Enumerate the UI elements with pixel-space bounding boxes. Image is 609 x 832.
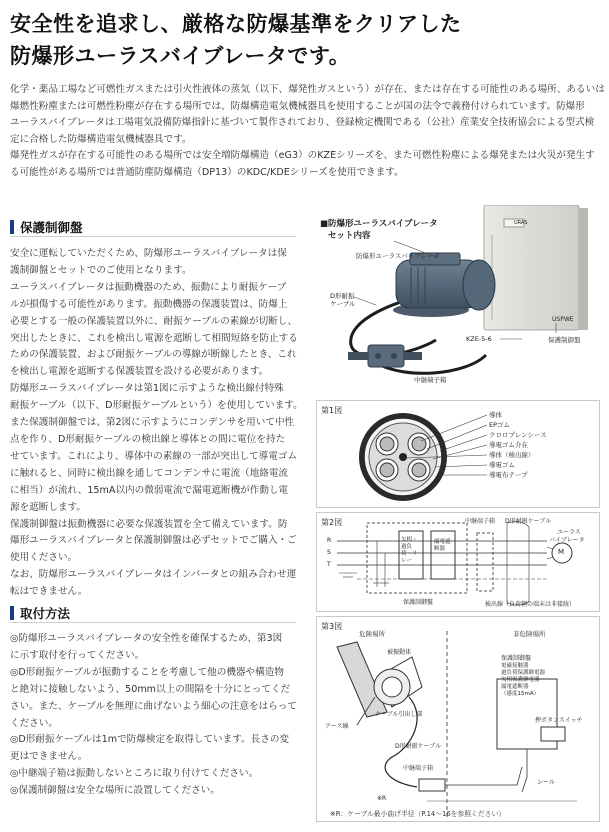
body-line: と絶対に接触しないよう、50mm以上の間隔を十分にとってくだ: [10, 683, 291, 695]
fig3-label-vibrating: 被振動体: [387, 649, 412, 656]
intro-line: 化学・薬品工場など可燃性ガスまたは引火性液体の蒸気（以下、爆発性ガスという）が存在、または存在する可能性のある場所、あるいは: [10, 84, 605, 95]
figure-1-title: 第1図: [321, 406, 343, 415]
heading-marker: [10, 606, 14, 620]
figure-2-box: [316, 512, 600, 612]
body-line: 安全に運転していただくため、防爆形ユーラスバイブレータは保: [10, 248, 287, 259]
fig3-label-junction: 中継端子箱: [403, 765, 434, 772]
product-set-photo: [316, 205, 606, 390]
intro-line: 定に合格した防爆構造電気機械器具です。: [10, 133, 192, 145]
panel-item: 漏電遮断器: [501, 684, 529, 690]
fig1-label-filler: 導電ゴム介在: [489, 441, 528, 449]
label-model: KZE-5-6: [466, 335, 492, 343]
label-plate: URAS: [514, 220, 528, 226]
figure-3-title: 第3図: [321, 622, 343, 631]
page-title: [10, 8, 600, 72]
body-line: 点を作り、D形耐振ケーブルの検出線と導体との間に電位を持た: [10, 433, 286, 445]
fig3-label-panel: 保護制御盤: [501, 655, 532, 662]
panel-item: 電磁接触器: [501, 663, 529, 669]
body-line: ◎保護制御盤は安全な場所に設置してください。: [10, 785, 220, 797]
panel-item: （感度15mA）: [501, 691, 540, 697]
fig3-panel-items: [501, 663, 545, 698]
body-line: なお、防爆形ユーラスバイブレータはインバータとの組み合わせ運: [10, 569, 297, 581]
fig2-label-vibrator-1: ユーラス: [557, 529, 581, 536]
fig1-label-detect: 導体（検出線）: [489, 451, 535, 459]
figure-2-title: 第2図: [321, 518, 343, 527]
section-heading-installation: [10, 603, 296, 623]
fig2-label-r: R: [327, 537, 332, 544]
fig2-label-t: T: [327, 561, 331, 568]
fig3-label-dcable: D形耐振ケーブル: [395, 743, 442, 750]
body-line: ユーラスバイブレータは振動機器のため、振動により耐振ケーブ: [10, 281, 287, 293]
panel-item: 過負荷保護継電器: [501, 670, 546, 676]
fig2-label-cable: D形耐振ケーブル: [505, 518, 552, 525]
body-line: 使用ください。: [10, 552, 78, 564]
fig2-label-vibrator-2: バイブレータ: [549, 537, 585, 544]
body-line: 防爆形ユーラスバイブレータは第1図に示すような検出線付特殊: [10, 383, 284, 395]
body-line: ◎中継端子箱は振動しないところに取り付けてください。: [10, 768, 259, 780]
body-line: ための保護装置、および耐振ケーブルの導線が断線したとき、これ: [10, 349, 297, 361]
body-line: 爆形ユーラスバイブレータと保護制御盤は必ずセットでご購入・ご: [10, 535, 297, 547]
section-heading-text: 取付方法: [20, 605, 71, 621]
photo-caption-2: セット内容: [328, 231, 371, 241]
body-line: 突出したときに、これを検出し電源を遮断して相間短絡を防止する: [10, 332, 298, 344]
fig2-label-relay: 欠相・過負荷・リレー: [401, 537, 418, 564]
label-vibrator: 防爆形ユーラスバイブレータ: [356, 252, 440, 260]
intro-line: ユーラスバイブレータは工場電気設備防爆指針に基づいて製作されており、登録検定機関である（公社）産業安全技術協会による型式検: [10, 117, 595, 129]
body-line: に触れると、同時に検出線を通してコンデンサに電流（地絡電流: [10, 467, 289, 479]
cable-cross-section: [317, 401, 601, 509]
photo-caption: ■防爆形ユーラスバイブレータ: [320, 219, 438, 229]
body-line: 保護制御盤は振動機器に必要な保護装置を全て備えています。防: [10, 518, 288, 530]
fig1-label-conductive-rubber: 導電ゴム: [489, 461, 515, 469]
fig2-label-detect: 検出線（負荷側の端末は非接続）: [485, 601, 576, 608]
fig1-label-tape: 導電布テープ: [489, 471, 528, 479]
label-junction: 中継端子箱: [414, 376, 447, 384]
figure-1-box: [316, 400, 600, 508]
label-panel: 保護制御盤: [548, 336, 581, 344]
section2-body: [10, 631, 302, 800]
fig3-label-cable-lead: ケーブル引出し部: [375, 711, 423, 718]
junction-box: [368, 345, 404, 367]
fig2-label-s: S: [327, 549, 331, 556]
body-line: ◎防爆形ユーラスバイブレータの安全性を確保するため、第3図: [10, 633, 283, 644]
fig1-label-sheath: クロロプレンシース: [489, 431, 547, 439]
fig3-note: ※R：ケーブル最小曲げ半径（P.14〜16を参照ください）: [330, 810, 506, 818]
body-line: ◎D形耐振ケーブルは1mで防爆検定を取得しています。長さの変: [10, 734, 290, 746]
body-line: ください。: [10, 717, 58, 729]
body-line: さい。また、ケーブルを無理に曲げないよう細心の注意をはらって: [10, 700, 297, 712]
title-line-1: 安全性を追求し、厳格な防爆基準をクリアした: [10, 12, 462, 36]
fig2-label-breaker: 漏電遮断器: [434, 539, 451, 552]
intro-line: 爆発性ガスが存在する可能性のある場所では安全増防爆構造（eG3）のKZEシリーズを、また可燃性粉塵による爆発または火災が発生す: [10, 150, 595, 162]
title-line-2: 防爆形ユーラスバイブレータです。: [10, 44, 351, 68]
body-line: に相当）が流れ、15mA以内の微弱電流で漏電遮断機が作動し電: [10, 484, 289, 496]
section-heading-text: 保護制御盤: [20, 219, 83, 235]
panel-body: [484, 205, 579, 330]
body-line: 転はできません。: [10, 586, 88, 598]
body-line: ◎D形耐振ケーブルが振動することを考慮して他の機器や構造物: [10, 666, 284, 678]
body-line: 護制御盤とセットでのご使用となります。: [10, 264, 192, 276]
body-line: 更はできません。: [10, 751, 88, 763]
body-line: また保護制御盤では、第2図に示すようにコンデンサを用いて中性: [10, 417, 295, 429]
heading-marker: [10, 220, 14, 234]
label-cable-1: D形耐振: [330, 292, 355, 300]
fig2-label-relay-box: 中継端子箱: [465, 518, 496, 525]
body-line: ルが損傷する可能性があります。振動機器の保護装置は、防爆上: [10, 298, 288, 310]
body-line: せています。これにより、導体中の素線の一部が突出して導電ゴム: [10, 450, 298, 462]
intro-line: る可能性がある場所では普通防塵防爆構造（DP13）のKDC/KDEシリーズを使用できます。: [10, 166, 404, 178]
body-line: 耐振ケーブル（以下、D形耐振ケーブルという）を使用しています。: [10, 400, 303, 412]
fig3-label-seal: シール: [537, 779, 555, 786]
label-uspwe: USPWE: [552, 316, 574, 323]
body-line: 源を遮断します。: [10, 501, 86, 513]
panel-item: 欠相保護継電器: [501, 677, 540, 683]
fig1-label-conductor: 導体: [489, 411, 502, 419]
label-cable-2: ケーブル: [330, 300, 356, 308]
fig2-label-motor: M: [558, 548, 565, 556]
fig1-label-ep-rubber: EPゴム: [489, 421, 511, 429]
fig3-label-note-mark: ※R: [377, 795, 387, 802]
figure-3-box: [316, 616, 600, 822]
body-line: 必要とする一般の保護装置以外に、耐振ケーブルの素線が切断し、: [10, 315, 297, 327]
intro-line: 爆燃性粉塵または可燃性粉塵が存在する場所では、防爆構造電気機械器具を使用することが国の法令で義務付けられています。防爆形: [10, 100, 585, 112]
fig2-label-panel: 保護制御盤: [403, 599, 434, 606]
section-heading-protection-panel: [10, 217, 296, 237]
panel-side: [579, 208, 588, 330]
body-line: に示す取付を行ってください。: [10, 649, 145, 661]
fig3-label-switch: 押ボタンスイッチ: [535, 717, 583, 724]
fig3-label-hazard: 危険場所: [359, 630, 385, 638]
intro-text: [10, 82, 605, 182]
section1-body: [10, 246, 302, 601]
fig3-label-nonhazard: 非危険場所: [513, 630, 546, 638]
body-line: を検出し電源を遮断する保護装置を設ける必要があります。: [10, 366, 269, 378]
fig3-label-earth: アース線: [325, 723, 349, 730]
